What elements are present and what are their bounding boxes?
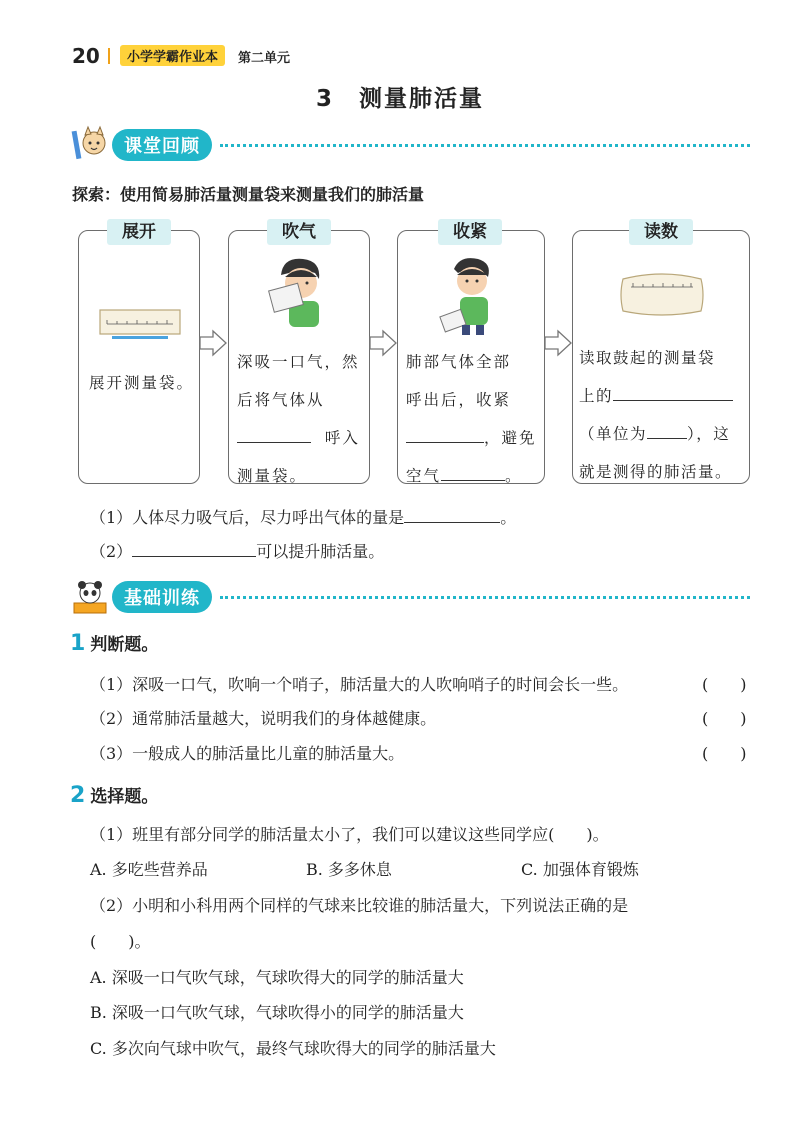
fill-blank[interactable] [613,382,733,401]
step-box-tighten [397,222,545,485]
page-title: 3 测量肺活量 [315,86,484,112]
arrow-right-icon [543,328,573,358]
section-title: 选择题。 [90,787,159,807]
answer-bracket[interactable]: ( ) [702,744,747,763]
choice-option-b[interactable]: B. 深吸一口气吹气球，气球吹得小的同学的肺活量大 [90,1003,464,1022]
fill-blank[interactable] [406,424,484,443]
section-title: 判断题。 [90,635,159,655]
step-tag: 收紧 [438,219,502,245]
page-number: 20 [72,44,100,68]
step-text: 肺部气体全部 呼出后，收紧 ，避免 空气 。 [406,353,537,485]
judge-item-3: （3）一般成人的肺活量比儿童的肺活量大。 [90,744,405,763]
arrow-right-icon [368,328,398,358]
review-banner-label: 课堂回顾 [112,129,212,161]
choice-option-c[interactable]: C. 加强体育锻炼 [521,860,639,879]
banner-dotted-line [220,144,750,147]
review-banner [70,130,750,160]
review-question-2: （2） 可以提升肺活量。 [90,538,384,562]
step-text: 深吸一口气，然 后将气体从 呼入 测量袋。 [237,353,360,485]
fill-blank[interactable] [237,424,311,443]
header-divider [108,48,110,64]
section-2-heading [70,782,158,808]
fill-blank[interactable] [132,538,256,557]
section-number: 1 [70,631,86,656]
fill-blank[interactable] [647,420,687,439]
inflated-bag-icon [619,271,705,317]
flat-bag-icon [97,306,183,342]
judge-item-2: （2）通常肺活量越大，说明我们的身体越健康。 [90,709,437,728]
fill-blank[interactable] [441,462,505,481]
choice-question-2-bracket[interactable]: ( )。 [90,932,151,951]
step-box-blow [228,222,370,485]
choice-question-1: （1）班里有部分同学的肺活量太小了，我们可以建议这些同学应( )。 [90,825,609,844]
section-number: 2 [70,783,86,808]
banner-dotted-line [220,596,750,599]
section-1-heading [70,630,158,656]
step-tag: 读数 [629,219,693,245]
boy-folding-bag-icon [436,253,506,337]
judge-item-1: （1）深吸一口气，吹响一个哨子，肺活量大的人吹响哨子的时间会长一些。 [90,675,629,694]
choice-option-b[interactable]: B. 多多休息 [306,860,392,879]
boy-blowing-icon [267,253,337,333]
review-question-1: （1）人体尽力吸气后，尽力呼出气体的量是 。 [90,504,516,528]
step-text: 读取鼓起的测量袋 上的 （单位为 ），这 就是测得的肺活量。 [579,349,733,481]
step-tag: 展开 [107,219,171,245]
explore-heading: 探索：使用简易肺活量测量袋来测量我们的肺活量 [72,185,425,204]
choice-question-2: （2）小明和小科用两个同样的气球来比较谁的肺活量大，下列说法正确的是 [90,896,629,915]
choice-option-c[interactable]: C. 多次向气球中吹气，最终气球吹得大的同学的肺活量大 [90,1039,496,1058]
answer-bracket[interactable]: ( ) [702,675,747,694]
cat-pencil-mascot-icon [70,125,110,165]
step-tag: 吹气 [267,219,331,245]
brand-badge: 小学学霸作业本 [120,45,225,66]
step-text: 展开测量袋。 [89,374,195,392]
step-box-unfold [78,222,200,484]
arrow-right-icon [198,328,228,358]
answer-bracket[interactable]: ( ) [702,709,747,728]
training-banner [70,582,750,612]
training-banner-label: 基础训练 [112,581,212,613]
choice-option-a[interactable]: A. 多吃些营养品 [90,860,208,879]
fill-blank[interactable] [404,504,500,523]
unit-label: 第二单元 [238,51,291,66]
step-box-read [572,222,750,484]
panda-book-mascot-icon [70,577,110,617]
choice-option-a[interactable]: A. 深吸一口气吹气球，气球吹得大的同学的肺活量大 [90,968,464,987]
